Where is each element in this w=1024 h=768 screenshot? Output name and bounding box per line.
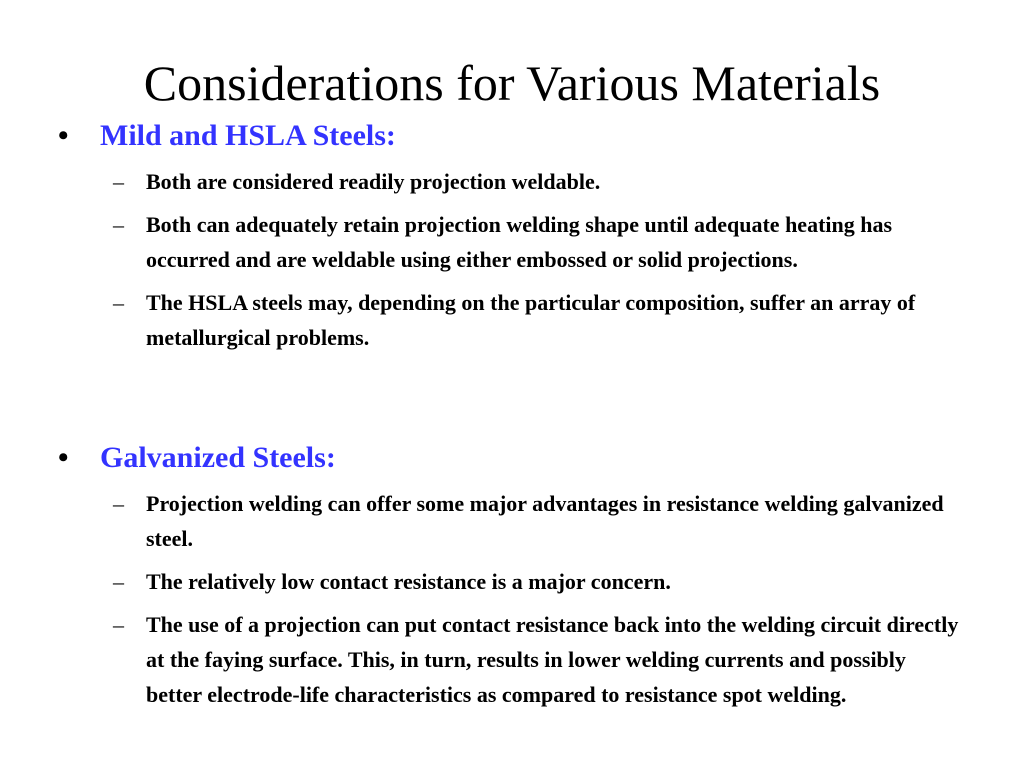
dash-icon: – — [113, 569, 124, 594]
sub-bullet-text: The use of a projection can put contact resistance back into the welding circuit directly at the faying surface. This, in turn, results in lower welding currents and possibly better electrode-life characteristics as compared to resistance spot welding. — [146, 612, 959, 707]
dash-icon: – — [113, 491, 124, 516]
sub-bullet-text: Projection welding can offer some major advantages in resistance welding galvanized steel. — [146, 491, 944, 551]
section-galvanized-steels — [0, 438, 1024, 712]
sub-bullet-text: Both are considered readily projection weldable. — [146, 169, 601, 194]
sub-bullet-item — [0, 564, 1024, 599]
sub-bullet-text: Both can adequately retain projection welding shape until adequate heating has occurred and are weldable using either embossed or solid projections. — [146, 212, 893, 272]
sub-bullet-item — [0, 164, 1024, 199]
bullet-icon: • — [58, 441, 69, 474]
dash-icon: – — [113, 169, 124, 194]
sub-bullet-item — [0, 486, 1024, 556]
sub-bullet-list — [0, 486, 1024, 712]
dash-icon: – — [113, 612, 124, 637]
section-heading-row — [0, 438, 1024, 478]
slide-title: Considerations for Various Materials — [143, 55, 881, 111]
dash-icon: – — [113, 212, 124, 237]
sub-bullet-item — [0, 207, 1024, 277]
dash-icon: – — [113, 290, 124, 315]
bullet-icon: • — [58, 119, 69, 152]
sub-bullet-text: The relatively low contact resistance is a major concern. — [146, 569, 671, 594]
sub-bullet-text: The HSLA steels may, depending on the particular composition, suffer an array of metallurgical problems. — [146, 290, 916, 350]
sub-bullet-list — [0, 164, 1024, 355]
sub-bullet-item — [0, 607, 1024, 712]
sub-bullet-item — [0, 285, 1024, 355]
section-heading: Galvanized Steels: — [100, 441, 336, 474]
section-heading-row — [0, 116, 1024, 156]
section-mild-hsla-steels — [0, 116, 1024, 355]
section-heading: Mild and HSLA Steels: — [100, 119, 396, 152]
